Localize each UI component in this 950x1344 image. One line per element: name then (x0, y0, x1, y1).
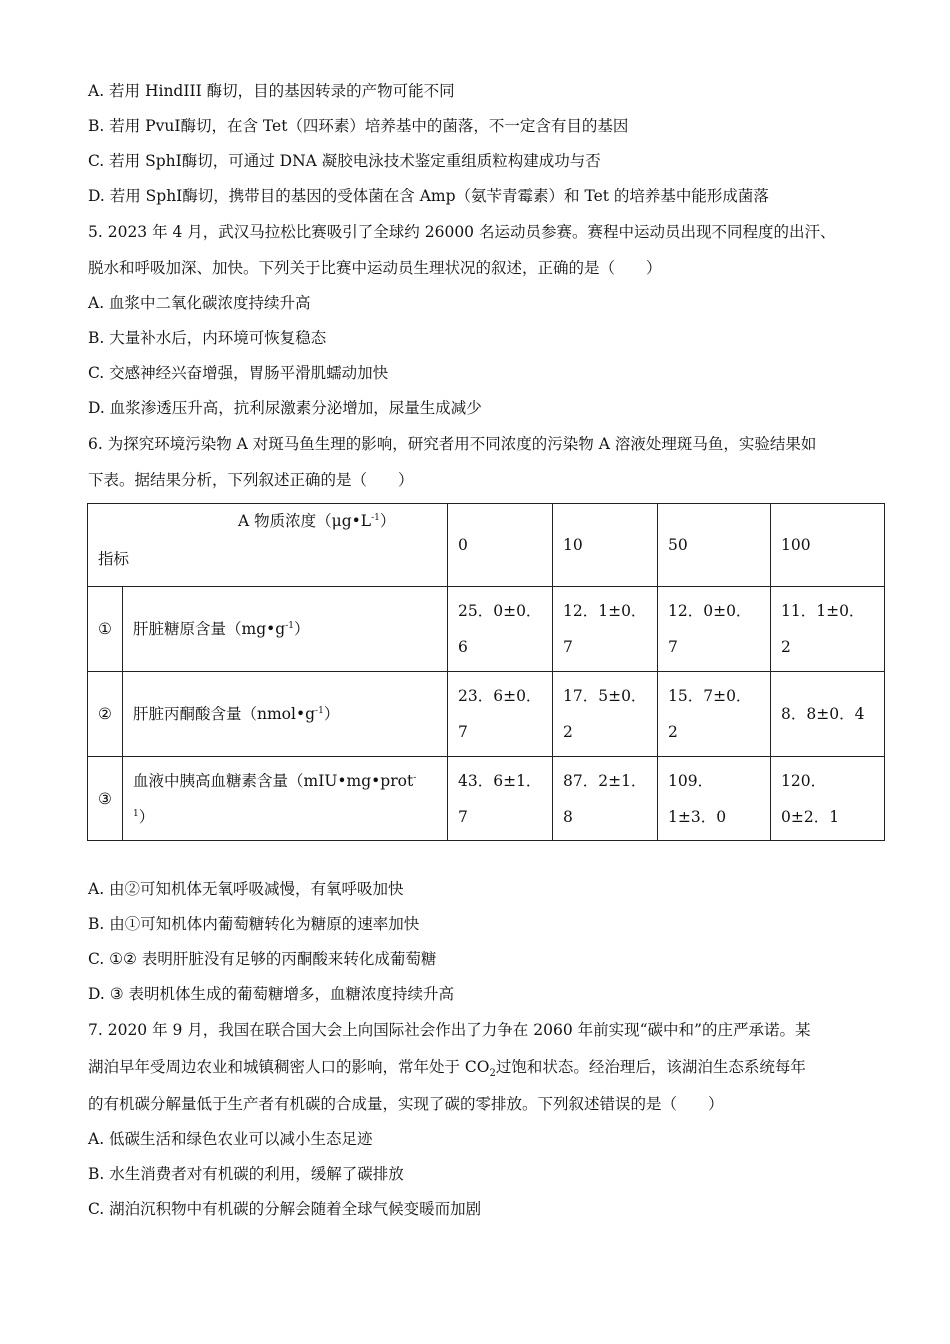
q4-option-d: D. 若用 SphⅠ酶切，携带目的基因的受体菌在含 Amp（氨苄青霉素）和 Tet 的培养基中能形成菌落 (88, 187, 769, 205)
q6-option-b: B. 由①可知机体内葡萄糖转化为糖原的速率加快 (88, 915, 420, 933)
table-row (88, 587, 885, 672)
q4-option-b: B. 若用 PvuⅠ酶切，在含 Tet（四环素）培养基中的菌落，不一定含有目的基因 (88, 117, 629, 135)
q5-stem-line1: 5. 2023 年 4 月，武汉马拉松比赛吸引了全球约 26000 名运动员参赛。赛程中运动员出现不同程度的出汗、 (88, 223, 836, 241)
row-value: 120．0±2．1 (771, 757, 885, 841)
indicator-header: 指标 (98, 550, 130, 568)
row-value: 109．1±3．0 (658, 757, 771, 841)
row-value: 15．7±0．2 (658, 672, 771, 757)
q5-option-b: B. 大量补水后，内环境可恢复稳态 (88, 329, 327, 347)
q7-option-c: C. 湖泊沉积物中有机碳的分解会随着全球气候变暖而加剧 (88, 1200, 482, 1218)
concentration-100: 100 (771, 504, 885, 587)
row-value: 25．0±0．6 (448, 587, 553, 672)
q4-option-c: C. 若用 SphⅠ酶切，可通过 DNA 凝胶电泳技术鉴定重组质粒构建成功与否 (88, 152, 601, 170)
q5-option-c: C. 交感神经兴奋增强，胃肠平滑肌蠕动加快 (88, 364, 389, 382)
q7-stem-line1: 7. 2020 年 9 月，我国在联合国大会上向国际社会作出了力争在 2060 年前实现“碳中和”的庄严承诺。某 (88, 1021, 811, 1039)
q7-stem-line2: 湖泊早年受周边农业和城镇稠密人口的影响，常年处于 $CO_2$过饱和状态。经治理后，该湖泊生态系统每年 (88, 1058, 806, 1080)
row-indicator: 肝脏糖原含量$(mg•g^{-1})$ (123, 587, 448, 672)
q5-option-d: D. 血浆渗透压升高，抗利尿激素分泌增加，尿量生成减少 (88, 399, 482, 417)
q5-stem-line2: 脱水和呼吸加深、加快。下列关于比赛中运动员生理状况的叙述，正确的是（ ） (88, 259, 662, 277)
row-number: ② (88, 672, 123, 757)
row-number: ① (88, 587, 123, 672)
row-value: 11．1±0．2 (771, 587, 885, 672)
row-indicator: 血液中胰高血糖素含量（mIU•mg•prot$^{-1}$） (123, 757, 448, 841)
row-value: 12．0±0．7 (658, 587, 771, 672)
q6-results-table (87, 503, 885, 841)
row-value: 43．6±1．7 (448, 757, 553, 841)
concentration-50: 50 (658, 504, 771, 587)
concentration-header: A 物质浓度$(\mu g•L^{-1})$ (238, 512, 396, 530)
q7-option-b: B. 水生消费者对有机碳的利用，缓解了碳排放 (88, 1165, 404, 1183)
q6-option-d: D. ③ 表明机体生成的葡萄糖增多，血糖浓度持续升高 (88, 985, 455, 1003)
table-row (88, 757, 885, 841)
row-value: 8．8±0．4 (771, 672, 885, 757)
row-value: 12．1±0．7 (553, 587, 658, 672)
row-indicator: 肝脏丙酮酸含量$(nmol•g^{-1})$ (123, 672, 448, 757)
q6-option-a: A. 由②可知机体无氧呼吸减慢，有氧呼吸加快 (88, 880, 404, 898)
row-value: 17．5±0．2 (553, 672, 658, 757)
concentration-10: 10 (553, 504, 658, 587)
q5-option-a: A. 血浆中二氧化碳浓度持续升高 (88, 294, 311, 312)
q7-option-a: A. 低碳生活和绿色农业可以减小生态足迹 (88, 1130, 373, 1148)
q6-stem-line1: 6. 为探究环境污染物 A 对斑马鱼生理的影响，研究者用不同浓度的污染物 A 溶液处理斑马鱼，实验结果如 (88, 435, 817, 453)
row-value: 23．6±0．7 (448, 672, 553, 757)
q7-stem-line3: 的有机碳分解量低于生产者有机碳的合成量，实现了碳的零排放。下列叙述错误的是（ ） (88, 1095, 724, 1113)
q4-option-a: A. 若用 HindIII 酶切，目的基因转录的产物可能不同 (88, 82, 455, 100)
concentration-0: 0 (448, 504, 553, 587)
row-number: ③ (88, 757, 123, 841)
q6-stem-line2: 下表。据结果分析，下列叙述正确的是（ ） (88, 471, 414, 489)
q6-option-c: C. ①② 表明肝脏没有足够的丙酮酸来转化成葡萄糖 (88, 950, 437, 968)
table-row (88, 672, 885, 757)
table-header-corner (88, 504, 448, 587)
row-value: 87．2±1．8 (553, 757, 658, 841)
table-header-row (88, 504, 885, 587)
